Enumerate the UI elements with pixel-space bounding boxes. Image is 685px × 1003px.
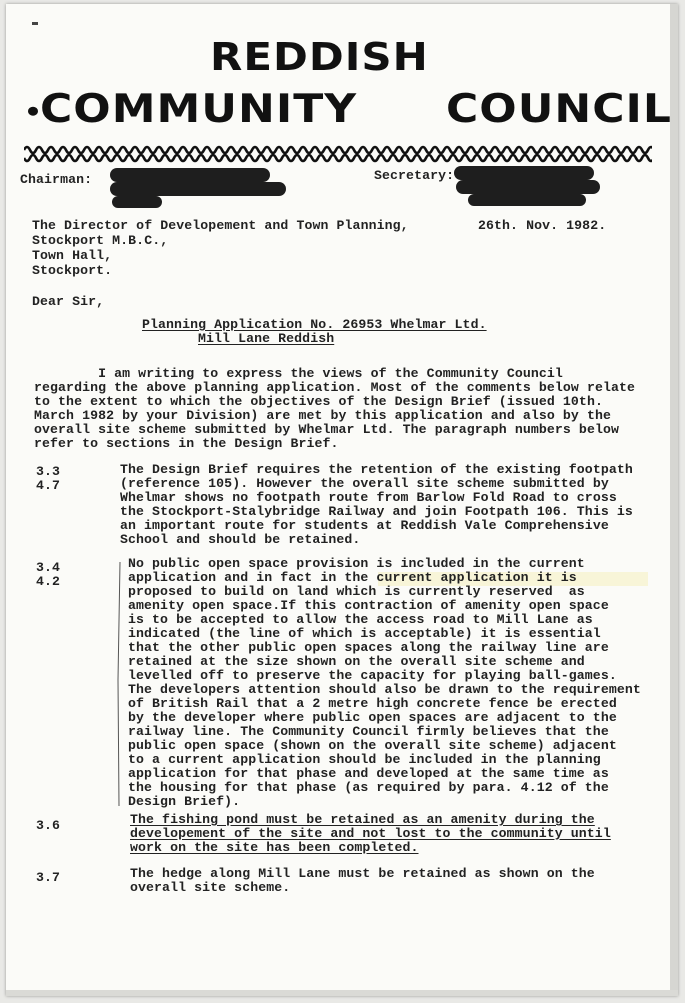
intro-line: regarding the above planning application. Most of the comments below relate [34,380,636,395]
subject-line2: Mill Lane Reddish [198,331,335,346]
item-line: The Design Brief requires the retention of the existing footpath [120,462,633,477]
item-ref: 3.6 [36,818,61,833]
redaction-secretary-address [456,180,600,194]
intro-line: I am writing to express the views of the Community Council [34,366,563,381]
page-edge [670,4,678,996]
item-line: indicated (the line of which is acceptable) it is essential [128,626,601,641]
item-line: The developers attention should also be drawn to the requirement [128,682,641,697]
address-line: Stockport. [32,263,113,278]
secretary-label: Secretary: [374,168,455,183]
chairman-label: Chairman: [20,172,93,187]
item-line: the Stockport-Stalybridge Railway and join Footpath 106. This is [120,504,633,519]
item-line: is to be accepted to allow the access road to Mill Lane as [128,612,593,627]
item-line: work on the site has been completed. [130,840,419,855]
item-ref: 4.7 [36,478,61,493]
letterhead-community: COMMUNITY [40,86,358,132]
item-line: application and in fact in the current application it is [128,570,577,585]
item-line: public open space (shown on the overall site scheme) adjacent [128,738,617,753]
redaction-chairman-town [112,196,162,208]
item-line: to a current application should be included in the planning [128,752,601,767]
intro-line: to the extent to which the objectives of the Design Brief (issued 10th. [34,394,603,409]
salutation: Dear Sir, [32,294,105,309]
address-line: The Director of Developement and Town Planning, [32,218,409,233]
redaction-chairman-address [110,182,286,196]
item-line: Design Brief). [128,794,241,809]
item-line: (reference 105). However the overall site scheme submitted by [120,476,609,491]
item-line: application for that phase and developed at the same time as [128,766,609,781]
subject-line1: Planning Application No. 26953 Whelmar Ltd. [142,317,487,332]
item-line: proposed to build on land which is currently reserved as [128,584,585,599]
item-line: of British Rail that a 2 metre high concrete fence be erected [128,696,617,711]
item-ref: 3.4 [36,560,61,575]
address-line: Town Hall, [32,248,113,263]
redaction-secretary-town [468,194,586,206]
item-ref: 3.7 [36,870,61,885]
item-line: The fishing pond must be retained as an amenity during the [130,812,595,827]
item-line: retained at the size shown on the overall site scheme and [128,654,585,669]
intro-line: March 1982 by your Division) are met by this application and also by the [34,408,611,423]
item-line: overall site scheme. [130,880,291,895]
letterhead-line2 [28,86,678,132]
item-line: amenity open space.If this contraction of amenity open space [128,598,609,613]
letterhead-council: COUNCIL [446,86,672,132]
item-line: by the developer where public open spaces are adjacent to the [128,710,617,725]
item-line: The hedge along Mill Lane must be retained as shown on the [130,866,595,881]
ink-mark [32,22,38,25]
item-ref: 4.2 [36,574,61,589]
item-line: Whelmar shows no footpath route from Barlow Fold Road to cross [120,490,617,505]
item-line: School and should be retained. [120,532,361,547]
item-line: railway line. The Community Council firmly believes that the [128,724,609,739]
address-line: Stockport M.B.C., [32,233,169,248]
letterhead-wave-divider [24,144,652,164]
redaction-secretary-name [454,166,594,180]
letter-date: 26th. Nov. 1982. [478,218,607,233]
item-line: No public open space provision is included in the current [128,556,585,571]
redaction-chairman-name [110,168,270,182]
page-edge-bottom [6,990,678,996]
letter-page [6,4,678,996]
intro-line: refer to sections in the Design Brief. [34,436,339,451]
margin-bracket-mark [114,560,124,810]
item-line: developement of the site and not lost to the community until [130,826,611,841]
item-line: the housing for that phase (as required by para. 4.12 of the [128,780,609,795]
item-line: an important route for students at Reddish Vale Comprehensive [120,518,609,533]
item-line: levelled off to preserve the capacity for playing ball-games. [128,668,617,683]
letterhead-line1: REDDISH [210,33,429,80]
item-line: that the other public open spaces along the railway line are [128,640,609,655]
letterhead-bullet [28,107,38,116]
intro-line: overall site scheme submitted by Whelmar Ltd. The paragraph numbers below [34,422,620,437]
item-ref: 3.3 [36,464,61,479]
